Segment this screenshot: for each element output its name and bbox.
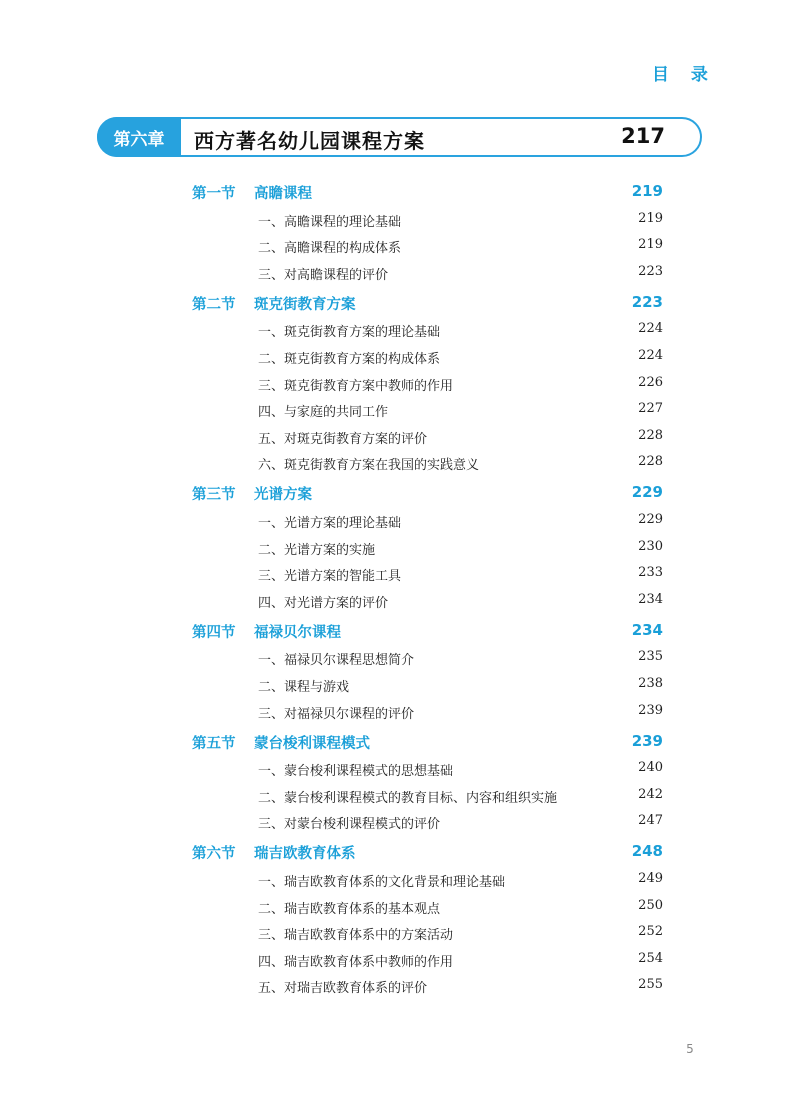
subsection-title[interactable]: 四、与家庭的共同工作 bbox=[258, 405, 389, 420]
toc-subsection-row[interactable] bbox=[0, 235, 800, 259]
toc-subsection-row[interactable] bbox=[0, 399, 800, 423]
toc-section-row[interactable] bbox=[0, 842, 800, 866]
subsection-page-number: 235 bbox=[638, 649, 663, 664]
subsection-page-number: 240 bbox=[638, 760, 663, 775]
section-page-number: 219 bbox=[631, 182, 663, 200]
subsection-title[interactable]: 一、蒙台梭利课程模式的思想基础 bbox=[258, 764, 454, 779]
subsection-title[interactable]: 一、高瞻课程的理论基础 bbox=[258, 215, 402, 230]
subsection-title[interactable]: 二、蒙台梭利课程模式的教育目标、内容和组织实施 bbox=[258, 791, 558, 806]
subsection-page-number: 242 bbox=[638, 787, 663, 802]
toc-section-row[interactable] bbox=[0, 182, 800, 206]
subsection-page-number: 224 bbox=[638, 348, 663, 363]
toc-subsection-row[interactable] bbox=[0, 647, 800, 671]
section-number: 第四节 bbox=[192, 625, 236, 641]
subsection-page-number: 226 bbox=[638, 375, 663, 390]
section-number: 第六节 bbox=[192, 846, 236, 862]
chapter-label-badge: 第六章 bbox=[97, 117, 181, 157]
subsection-page-number: 228 bbox=[638, 454, 663, 469]
subsection-title[interactable]: 三、对蒙台梭利课程模式的评价 bbox=[258, 817, 441, 832]
subsection-title[interactable]: 一、瑞吉欧教育体系的文化背景和理论基础 bbox=[258, 875, 506, 890]
toc-subsection-row[interactable] bbox=[0, 674, 800, 698]
subsection-title[interactable]: 三、斑克街教育方案中教师的作用 bbox=[258, 379, 454, 394]
toc-subsection-row[interactable] bbox=[0, 346, 800, 370]
section-title[interactable]: 斑克街教育方案 bbox=[254, 297, 356, 313]
subsection-title[interactable]: 三、对福禄贝尔课程的评价 bbox=[258, 707, 415, 722]
section-page-number: 229 bbox=[631, 483, 663, 501]
subsection-title[interactable]: 四、对光谱方案的评价 bbox=[258, 596, 389, 611]
subsection-page-number: 250 bbox=[638, 898, 663, 913]
subsection-page-number: 239 bbox=[638, 703, 663, 718]
subsection-title[interactable]: 一、光谱方案的理论基础 bbox=[258, 516, 402, 531]
toc-section-row[interactable] bbox=[0, 732, 800, 756]
subsection-title[interactable]: 一、斑克街教育方案的理论基础 bbox=[258, 325, 441, 340]
subsection-title[interactable]: 三、光谱方案的智能工具 bbox=[258, 569, 402, 584]
subsection-title[interactable]: 二、斑克街教育方案的构成体系 bbox=[258, 352, 441, 367]
subsection-title[interactable]: 三、对高瞻课程的评价 bbox=[258, 268, 389, 283]
section-page-number: 239 bbox=[631, 732, 663, 750]
section-title[interactable]: 光谱方案 bbox=[254, 487, 312, 503]
toc-subsection-row[interactable] bbox=[0, 758, 800, 782]
toc-subsection-row[interactable] bbox=[0, 563, 800, 587]
section-title[interactable]: 蒙台梭利课程模式 bbox=[254, 736, 370, 752]
subsection-page-number: 247 bbox=[638, 813, 663, 828]
toc-section-row[interactable] bbox=[0, 483, 800, 507]
toc-subsection-row[interactable] bbox=[0, 537, 800, 561]
subsection-title[interactable]: 四、瑞吉欧教育体系中教师的作用 bbox=[258, 955, 454, 970]
subsection-page-number: 234 bbox=[638, 592, 663, 607]
toc-subsection-row[interactable] bbox=[0, 510, 800, 534]
subsection-title[interactable]: 五、对斑克街教育方案的评价 bbox=[258, 432, 428, 447]
toc-subsection-row[interactable] bbox=[0, 209, 800, 233]
subsection-page-number: 230 bbox=[638, 539, 663, 554]
subsection-page-number: 228 bbox=[638, 428, 663, 443]
section-number: 第三节 bbox=[192, 487, 236, 503]
toc-subsection-row[interactable] bbox=[0, 869, 800, 893]
subsection-page-number: 229 bbox=[638, 512, 663, 527]
subsection-title[interactable]: 二、高瞻课程的构成体系 bbox=[258, 241, 402, 256]
section-page-number: 248 bbox=[631, 842, 663, 860]
page-number: 5 bbox=[686, 1042, 694, 1056]
section-number: 第五节 bbox=[192, 736, 236, 752]
subsection-title[interactable]: 二、瑞吉欧教育体系的基本观点 bbox=[258, 902, 441, 917]
section-title[interactable]: 高瞻课程 bbox=[254, 186, 312, 202]
section-number: 第一节 bbox=[192, 186, 236, 202]
chapter-title[interactable]: 西方著名幼儿园课程方案 bbox=[194, 129, 425, 153]
subsection-page-number: 227 bbox=[638, 401, 663, 416]
toc-subsection-row[interactable] bbox=[0, 452, 800, 476]
toc-heading: 目 录 bbox=[652, 65, 716, 85]
toc-subsection-row[interactable] bbox=[0, 949, 800, 973]
subsection-title[interactable]: 二、课程与游戏 bbox=[258, 680, 350, 695]
toc-subsection-row[interactable] bbox=[0, 701, 800, 725]
toc-subsection-row[interactable] bbox=[0, 975, 800, 999]
subsection-page-number: 219 bbox=[638, 237, 663, 252]
toc-subsection-row[interactable] bbox=[0, 590, 800, 614]
subsection-page-number: 224 bbox=[638, 321, 663, 336]
subsection-page-number: 238 bbox=[638, 676, 663, 691]
toc-subsection-row[interactable] bbox=[0, 811, 800, 835]
subsection-title[interactable]: 一、福禄贝尔课程思想简介 bbox=[258, 653, 415, 668]
toc-subsection-row[interactable] bbox=[0, 319, 800, 343]
subsection-title[interactable]: 五、对瑞吉欧教育体系的评价 bbox=[258, 981, 428, 996]
subsection-page-number: 233 bbox=[638, 565, 663, 580]
section-number: 第二节 bbox=[192, 297, 236, 313]
section-page-number: 223 bbox=[631, 293, 663, 311]
section-title[interactable]: 瑞吉欧教育体系 bbox=[254, 846, 356, 862]
subsection-title[interactable]: 三、瑞吉欧教育体系中的方案活动 bbox=[258, 928, 454, 943]
toc-section-row[interactable] bbox=[0, 293, 800, 317]
subsection-title[interactable]: 二、光谱方案的实施 bbox=[258, 543, 376, 558]
toc-subsection-row[interactable] bbox=[0, 262, 800, 286]
chapter-page-number: 217 bbox=[621, 124, 665, 148]
section-title[interactable]: 福禄贝尔课程 bbox=[254, 625, 341, 641]
toc-subsection-row[interactable] bbox=[0, 896, 800, 920]
subsection-page-number: 249 bbox=[638, 871, 663, 886]
toc-subsection-row[interactable] bbox=[0, 785, 800, 809]
section-page-number: 234 bbox=[631, 621, 663, 639]
subsection-page-number: 254 bbox=[638, 951, 663, 966]
toc-subsection-row[interactable] bbox=[0, 373, 800, 397]
subsection-page-number: 252 bbox=[638, 924, 663, 939]
subsection-page-number: 219 bbox=[638, 211, 663, 226]
toc-subsection-row[interactable] bbox=[0, 426, 800, 450]
subsection-title[interactable]: 六、斑克街教育方案在我国的实践意义 bbox=[258, 458, 480, 473]
subsection-page-number: 223 bbox=[638, 264, 663, 279]
toc-subsection-row[interactable] bbox=[0, 922, 800, 946]
subsection-page-number: 255 bbox=[638, 977, 663, 992]
toc-section-row[interactable] bbox=[0, 621, 800, 645]
